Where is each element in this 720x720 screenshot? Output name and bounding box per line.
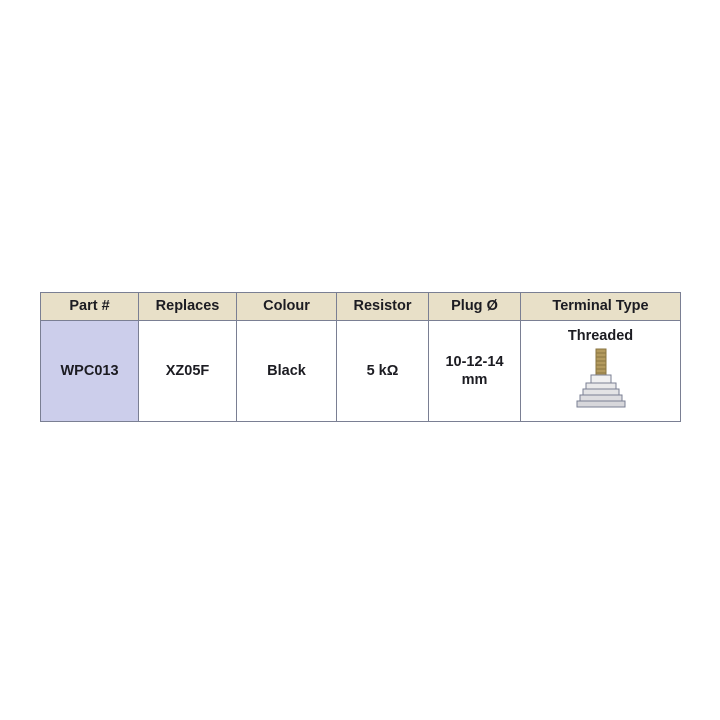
header-plug-diameter: Plug Ø: [429, 293, 521, 321]
table-row: [41, 321, 681, 422]
header-replaces: Replaces: [139, 293, 237, 321]
terminal-type-label: Threaded: [567, 328, 634, 344]
cell-plug-diameter: 10-12-14 mm: [429, 321, 521, 422]
cell-part-number: WPC013: [41, 321, 139, 422]
spark-plug-spec-table: [40, 292, 681, 422]
header-terminal-type: Terminal Type: [521, 293, 681, 321]
cell-replaces: XZ05F: [139, 321, 237, 422]
threaded-terminal-icon: [571, 347, 631, 409]
header-colour: Colour: [237, 293, 337, 321]
header-part-number: Part #: [41, 293, 139, 321]
cell-resistor: 5 kΩ: [337, 321, 429, 422]
terminal-cell-inner: [525, 321, 676, 421]
header-resistor: Resistor: [337, 293, 429, 321]
table-body: [41, 321, 681, 422]
table-header: [41, 293, 681, 321]
cell-colour: Black: [237, 321, 337, 422]
cell-terminal-type: [521, 321, 681, 422]
header-row: [41, 293, 681, 321]
